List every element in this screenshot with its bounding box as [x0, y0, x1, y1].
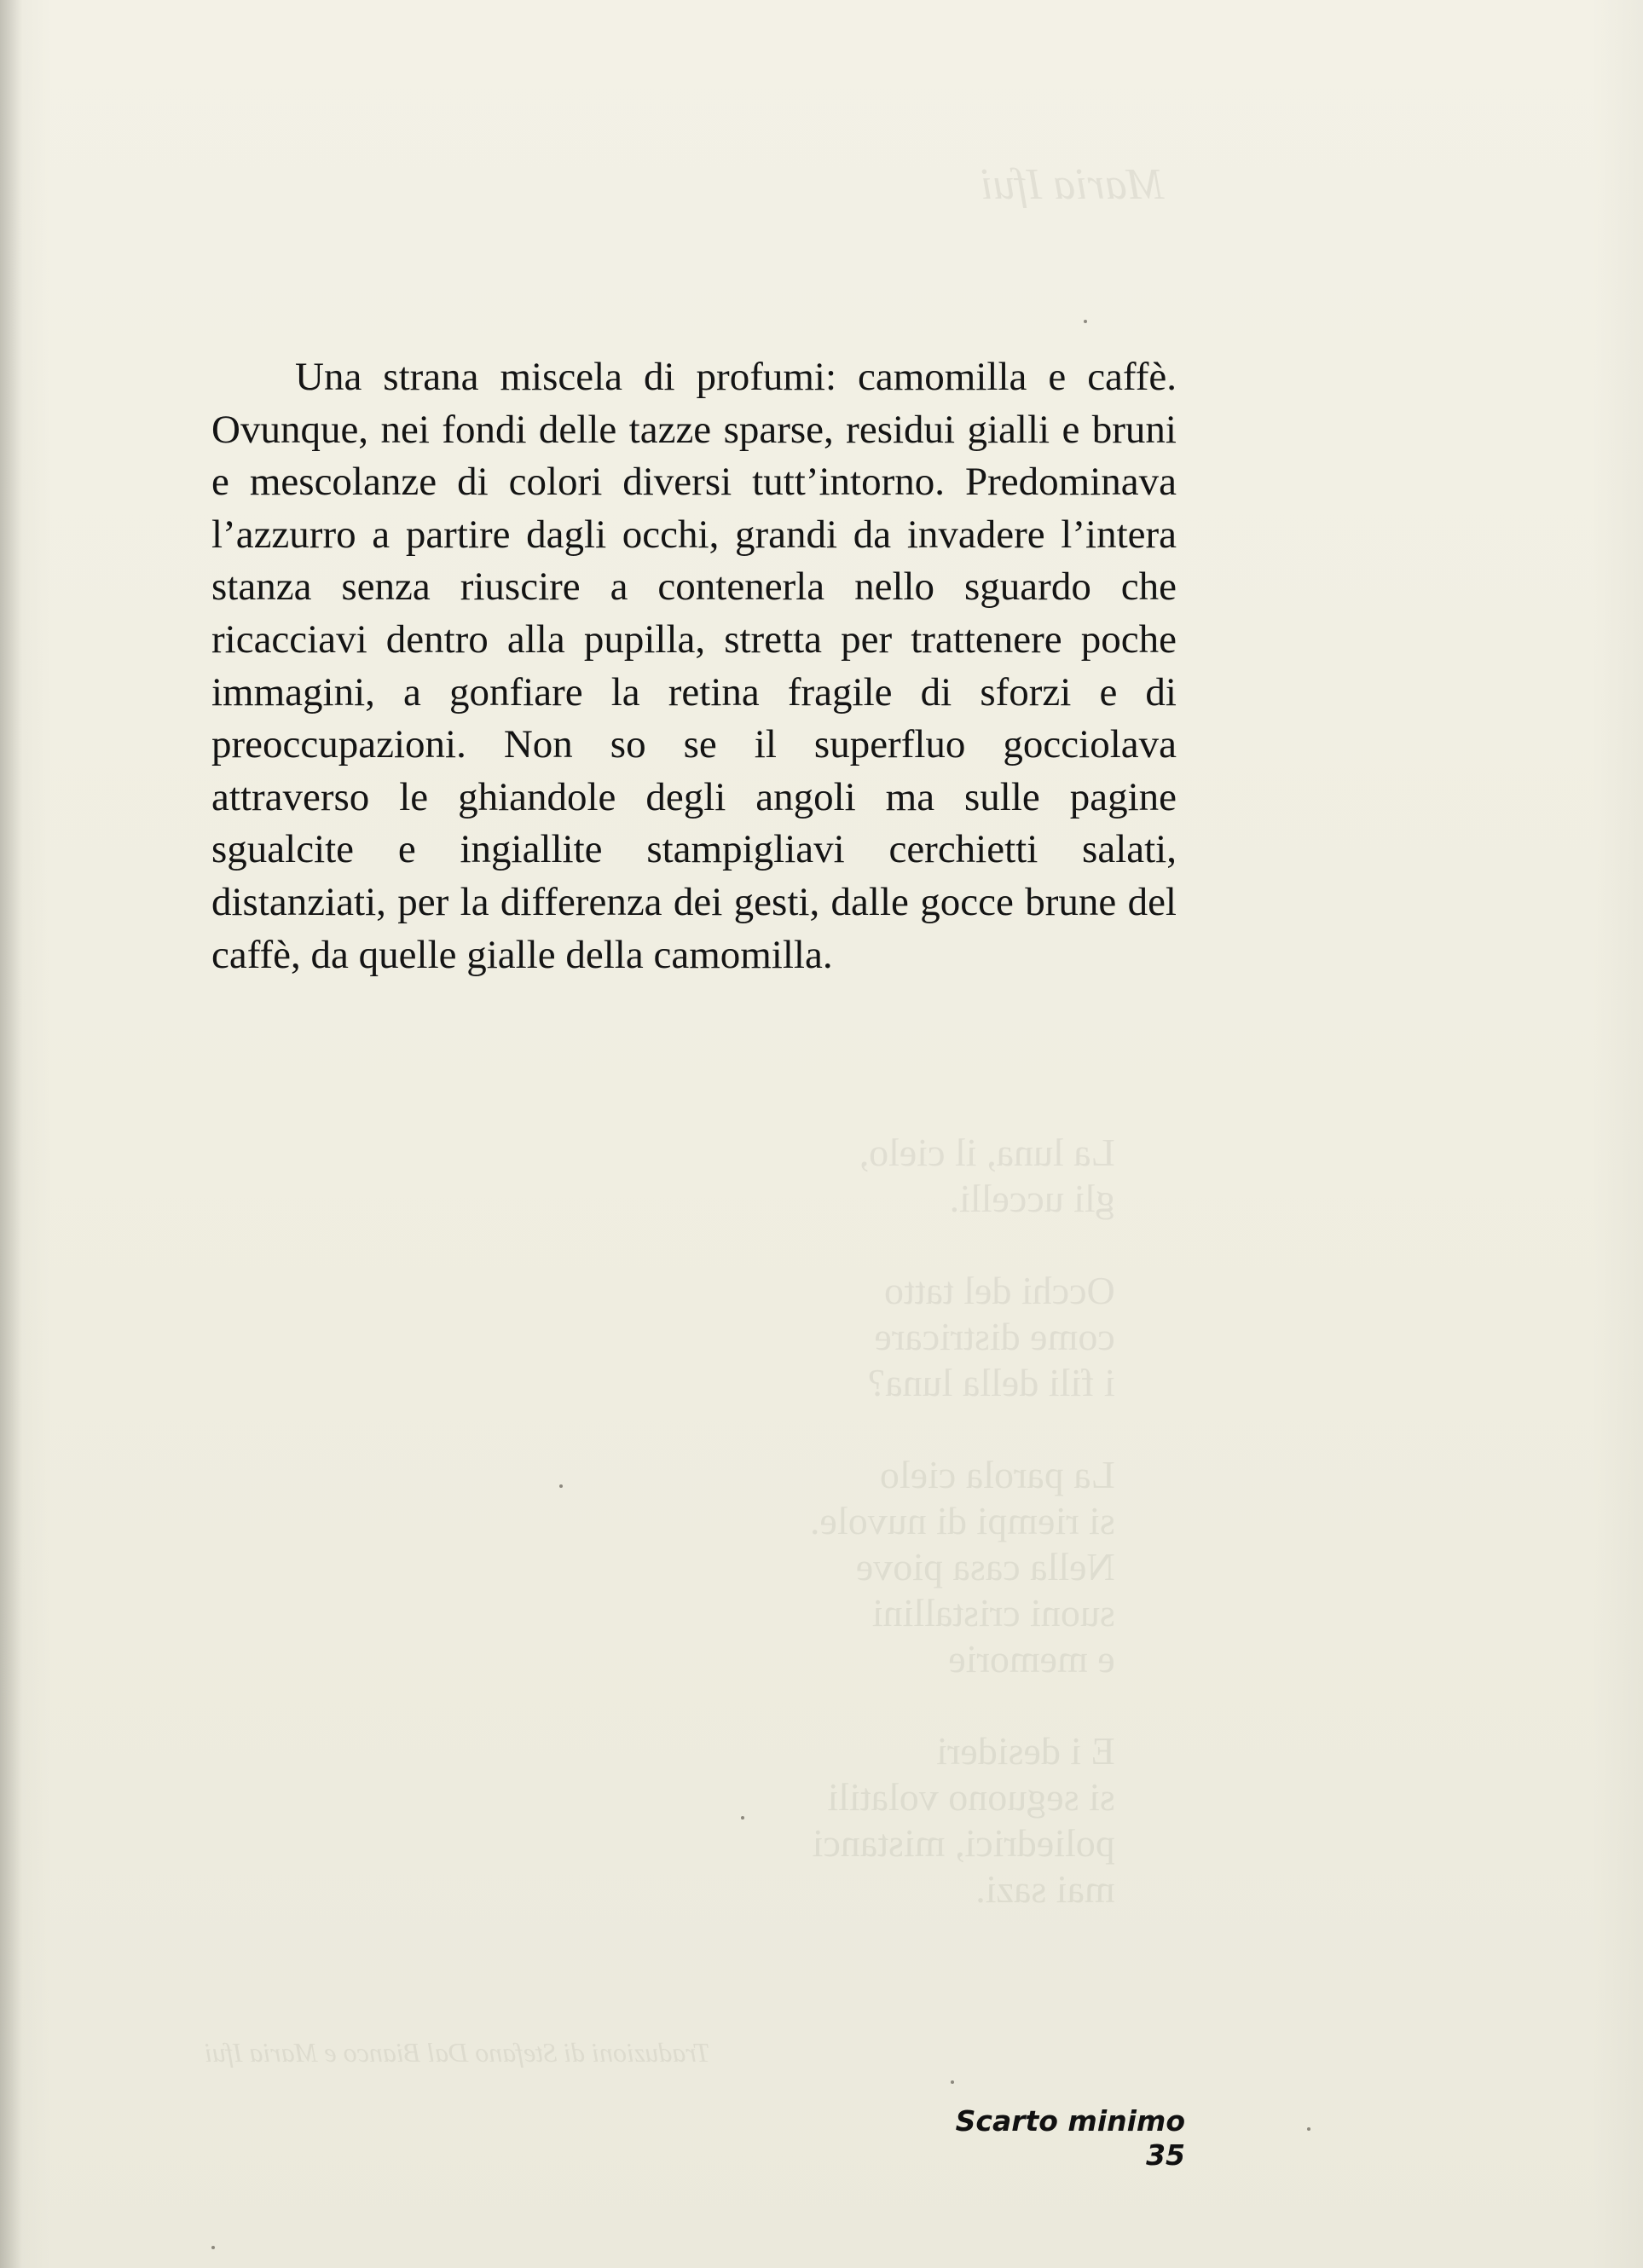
paper-speck [211, 2246, 215, 2249]
running-footer: Scarto minimo 35 [955, 2104, 1185, 2172]
body-paragraph: Una strana miscela di profumi: camomilla e caffè. Ovunque, nei fondi delle tazze sparse, residui gialli e bruni e mescolanze di colori diversi tutt’intorno. Predominava l’azzurro a partire dagli occhi, grandi da invadere l’intera stanza senza riuscire a contenerla nello sguardo che ricacciavi dentro alla pupilla, stretta per trattenere poche immagini, a gonfiare la retina fragile di sforzi e di preoccupazioni. Non so se il superfluo gocciolava attraverso le ghiandole degli angoli ma sulle pagine sgualcite e ingiallite stampigliavi cerchietti salati, distanziati, per la differenza dei gesti, dalle gocce brune del caffè, da quelle gialle della camomilla. [211, 355, 1177, 977]
binding-shadow [0, 0, 22, 2268]
show-through-credit: Traduzioni di Stefano Dal Bianco e Maria Ifui [205, 2037, 710, 2068]
show-through-verse: La luna, il cielo, gli uccelli. Occhi del tatto come districare i fili della luna? La parola cielo si riempi di nuvole. Nella casa piove suoni cristallini e memorie E i desideri si seguono volatili poliedrici, mistanci mai sazi. [810, 1131, 1115, 1911]
paper-speck [559, 1484, 563, 1488]
paper-speck [1307, 2127, 1310, 2131]
paper-speck [741, 1816, 744, 1820]
paper-speck [1084, 320, 1087, 323]
paper-speck [951, 2080, 954, 2084]
show-through-author: Maria Ifui [981, 160, 1165, 209]
